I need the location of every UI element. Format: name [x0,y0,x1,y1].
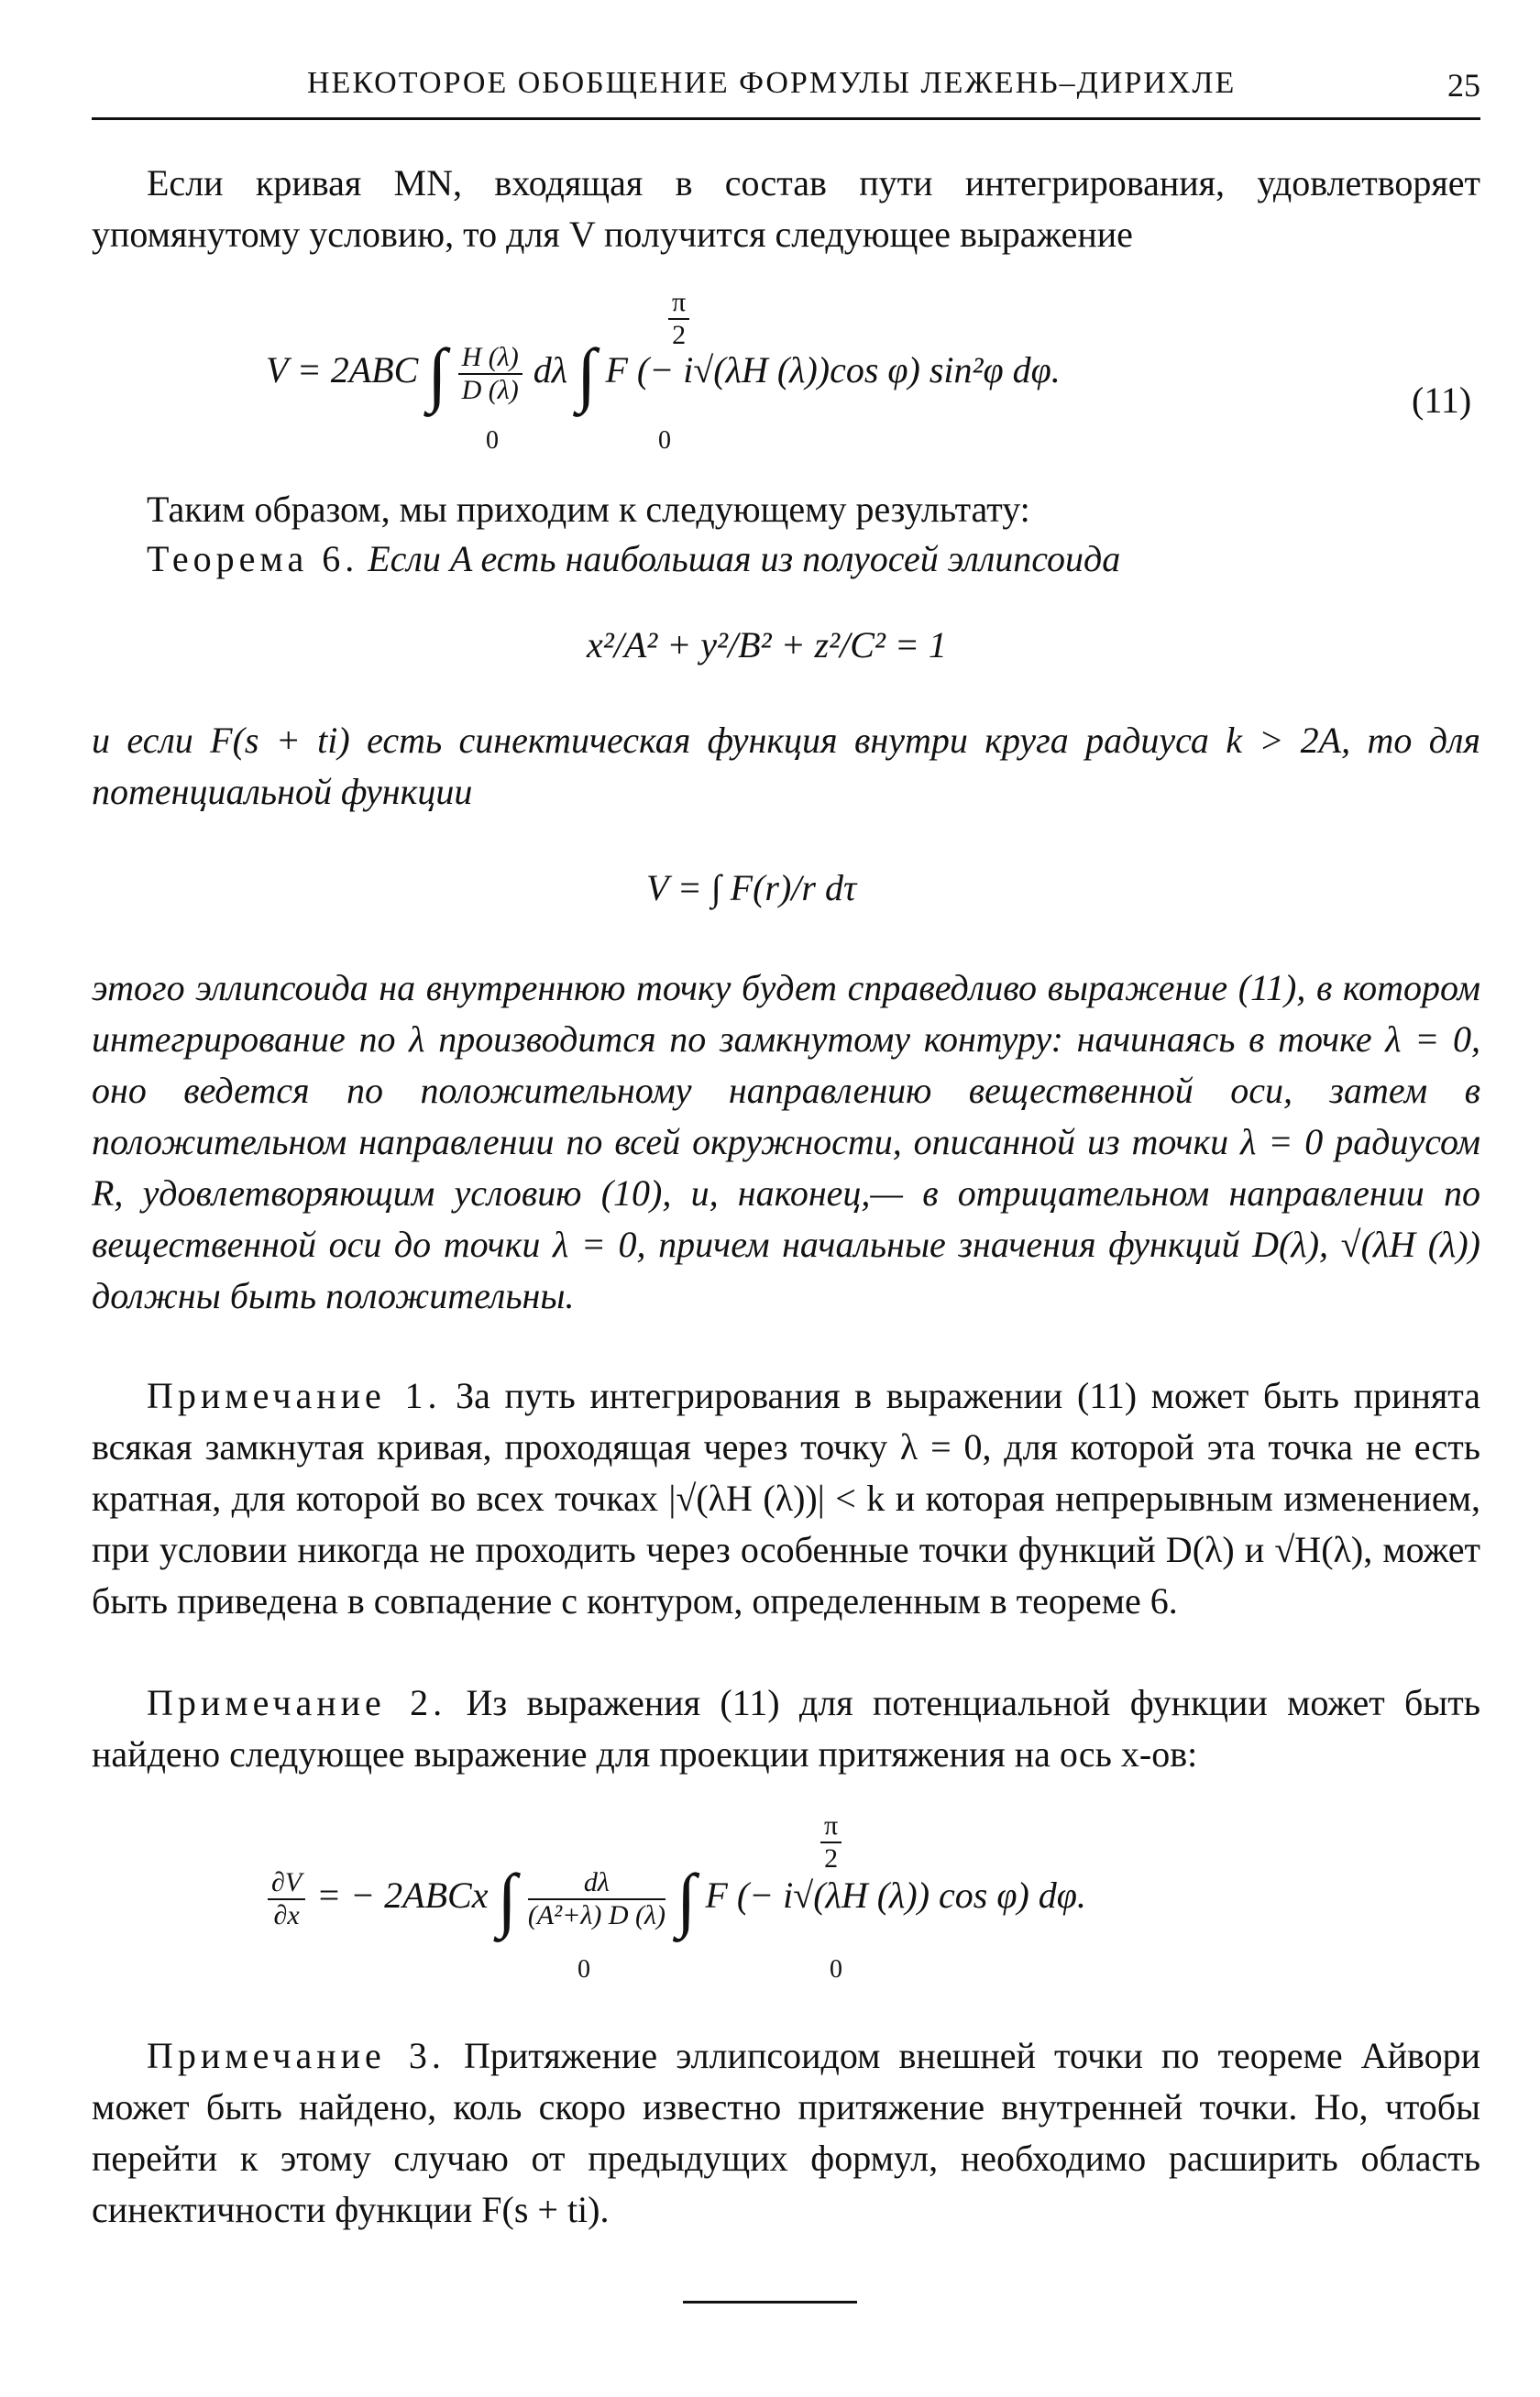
eq11-lhs: V = 2ABC [266,349,419,391]
remark-1 [92,1370,1480,1627]
eq2-fraction: $\frac{d\lambda}{\text{(A²+λ) D (λ)}}$ [527,1867,666,1930]
eq11-lower-limit-1: 0 [486,426,499,455]
eq2-derivative: $\frac{\partial V}{\partial x}$ [268,1867,305,1931]
theorem-6-heading [92,533,1480,585]
theorem-lead: Если A есть наибольшая из полуосей эллипсоида [368,538,1121,579]
eq2-lower-limit-2: 0 [830,1955,842,1984]
eq11-dlambda: dλ [533,349,568,391]
equation-attraction: $\frac{\pi}{2}$ $\frac{\partial V}{\partial x}$ = − 2ABCx ∫ $\frac{d\lambda}{\text{(A²+λ) D (λ)}}$ ∫ F (− i√(λH (λ)) cos φ) dφ. 0 0 [0,1820,1540,1985]
running-title: НЕКОТОРОЕ ОБОБЩЕНИЕ ФОРМУЛЫ ЛЕЖЕНЬ–ДИРИХЛЕ [307,66,1237,100]
remark-3-text: Притяжение эллипсоидом внешней точки по теореме Айвори может быть найдено, коль скоро известно притяжение внутренней точки. Но, чтобы перейти к этому случаю от предыдущих формул, необходимо расширить область синектичности функции F(s + ti). [92,2035,1480,2230]
paragraph-result: Таким образом, мы приходим к следующему результату: [147,489,1030,530]
remark-1-label: Примечание 1. [147,1375,442,1416]
bottom-rule [683,2301,857,2304]
eq11-lower-limit-2: 0 [658,426,671,455]
running-header [92,62,1480,120]
remark-2 [92,1677,1480,1780]
remark-3 [92,2030,1480,2236]
ellipsoid-equation: x²/A² + y²/B² + z²/C² = 1 [587,624,947,665]
eq11-integrand: F (− i√(λH (λ))cos φ) sin²φ dφ. [605,349,1061,391]
eq2-coefficient: = − 2ABCx [316,1875,489,1917]
remark-2-label: Примечание 2. [147,1682,447,1723]
equation-11: $\frac{\pi}{2}$ V = 2ABC ∫ $\frac{H (\lambda)}{D (\lambda)}$ dλ ∫ F (− i√(λH (λ))cos φ) sin²φ dφ. 0 0 (11) [266,287,1472,455]
remark-2-text: Из выражения (11) для потенциальной функции может быть найдено следующее выражение для проекции притяжения на ось x-ов: [92,1682,1481,1775]
theorem-continuation-1: и если F(s + ti) есть синектическая функция внутри круга радиуса k > 2A, то для потенциальной функции [92,720,1480,812]
eq2-integrand: F (− i√(λH (λ)) cos φ) dφ. [705,1875,1086,1917]
eq11-fraction: $\frac{H (\lambda)}{D (\lambda)}$ [458,342,522,406]
theorem-label: Теорема 6. [147,538,359,579]
eq11-number: (11) [1412,379,1472,421]
page-number: 25 [1447,67,1480,104]
eq2-lower-limit-1: 0 [578,1955,590,1984]
potential-equation: V = ∫ F(r)/r dτ [646,867,857,908]
remark-3-label: Примечание 3. [147,2035,446,2076]
paragraph-intro: Если кривая MN, входящая в состав пути интегрирования, удовлетворяет упомянутому условию, то для V получится следующее выражение [92,162,1480,255]
eq2-upper-limit: $\frac{\pi}{2}$ [819,1810,843,1875]
theorem-continuation-2: этого эллипсоида на внутреннюю точку будет справедливо выражение (11), в котором интегрирование по λ производится по замкнутому контуру: начинаясь в точке λ = 0, оно ведется по положительному направлению вещественной оси, затем в положительном направлении по всей окружности, описанной из точки λ = 0 радиусом R, удовлетворяющим условию (10), и, наконец,— в отрицательном направлении по вещественной оси до точки λ = 0, причем начальные значения функций D(λ), √(λH (λ)) должны быть положительны. [92,967,1480,1316]
eq11-upper-limit: $\frac{\pi}{2}$ [666,287,691,351]
remark-1-text: За путь интегрирования в выражении (11) может быть принята всякая замкнутая кривая, проходящая через точку λ = 0, для которой эта точка не есть кратная, для которой во всех точках |√(λH (λ))| < k и которая непрерывным изменением, при условии никогда не проходить через особенные точки функций D(λ) и √H(λ), может быть приведена в совпадение с контуром, определенным в теореме 6. [92,1375,1480,1622]
